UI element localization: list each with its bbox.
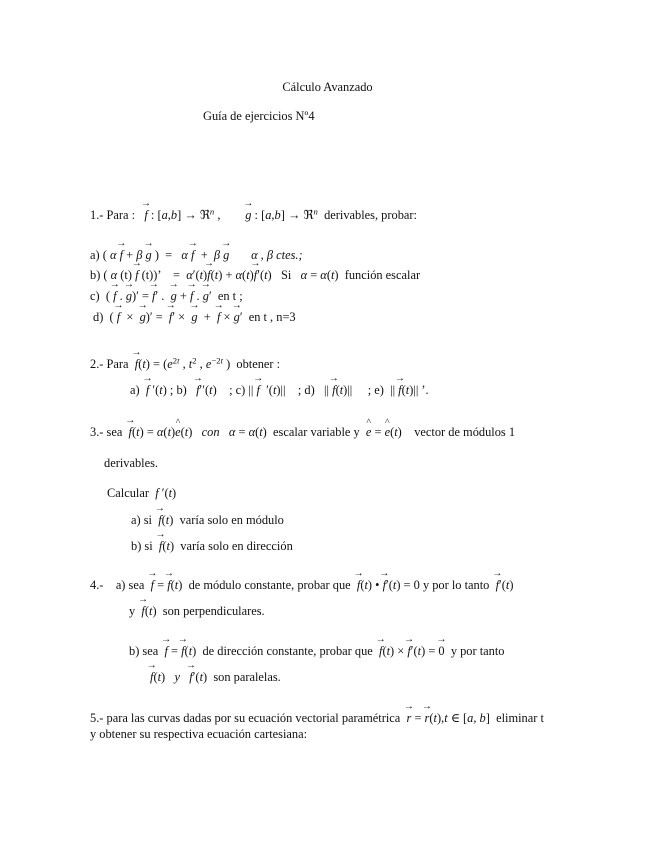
problem-3-header: 3.- sea → f(t) = α(t)^ e(t) con α = α(t) escalar variable y ^ e = ^ e(t) vector de módulos 1: [90, 425, 515, 440]
problem-1-label: 1.- Para :: [90, 208, 136, 222]
problem-3-a: a) si → f(t) varía solo en módulo: [131, 513, 284, 528]
problem-1-item-d: d) ( → f × → g)′ = → f′ × → g + → f × → g′ en t , n=3: [93, 310, 296, 325]
page-title: Cálculo Avanzado: [282, 80, 373, 94]
problem-3-line2: derivables.: [104, 456, 159, 470]
problem-5-line2: y obtener su respectiva ecuación cartesiana:: [90, 727, 308, 741]
problem-2-parts: a) → f ′(t) ; b) → f′′(t) ; c) || → f ′(t)|| ; d) || → f(t)|| ; e) || → f(t)|| ’.: [130, 383, 429, 398]
problem-1-header: [90, 208, 417, 223]
problem-1-tail: derivables, probar:: [324, 208, 417, 222]
problem-4-b2: → f(t) y → f′(t) son paralelas.: [150, 670, 281, 685]
problem-3-calc: Calcular f ′(t): [107, 486, 177, 500]
formula: → f : [a,b] → ℜ$^n$ ,: [144, 208, 220, 222]
problem-1-item-b: b) ( α (t) → f (t))’ = α′(t)→ f(t) + α(t)→ f′(t) Si α = α(t) función escalar: [90, 268, 420, 283]
problem-5-line1: 5.- para las curvas dadas por su ecuación vectorial paramétrica → r = → r(t),t ∈ [a, b] eliminar t: [90, 711, 544, 726]
problem-4-a: 4.- a) sea → f = → f(t) de módulo constante, probar que → f(t) • → f′(t) = 0 y por lo tanto → f′(t): [90, 578, 513, 593]
problem-4-a2: y → f(t) son perpendiculares.: [129, 604, 265, 619]
page-subtitle: Guía de ejercicios Nº4: [203, 109, 315, 123]
problem-1-item-c: c) ( → f . → g)′ = → f′ . → g + → f . → g′ en t ;: [90, 289, 243, 304]
problem-3-b: b) si → f(t) varía solo en dirección: [131, 539, 293, 554]
problem-2-header: 2.- Para → $f(t) = (e^{2t}$ , $t^2$ , $e^{-2t}$ ) obtener :: [90, 357, 280, 372]
problem-1-item-a: a) ( α → f + β → g ) = α → f + β → g α , β ctes.;: [90, 248, 303, 263]
formula: → g : [a,b] → ℜ$^n$: [245, 208, 318, 222]
problem-4-b: b) sea → f = → f(t) de dirección constante, probar que → f(t) × → f′(t) = → 0 y por tanto: [129, 644, 505, 659]
